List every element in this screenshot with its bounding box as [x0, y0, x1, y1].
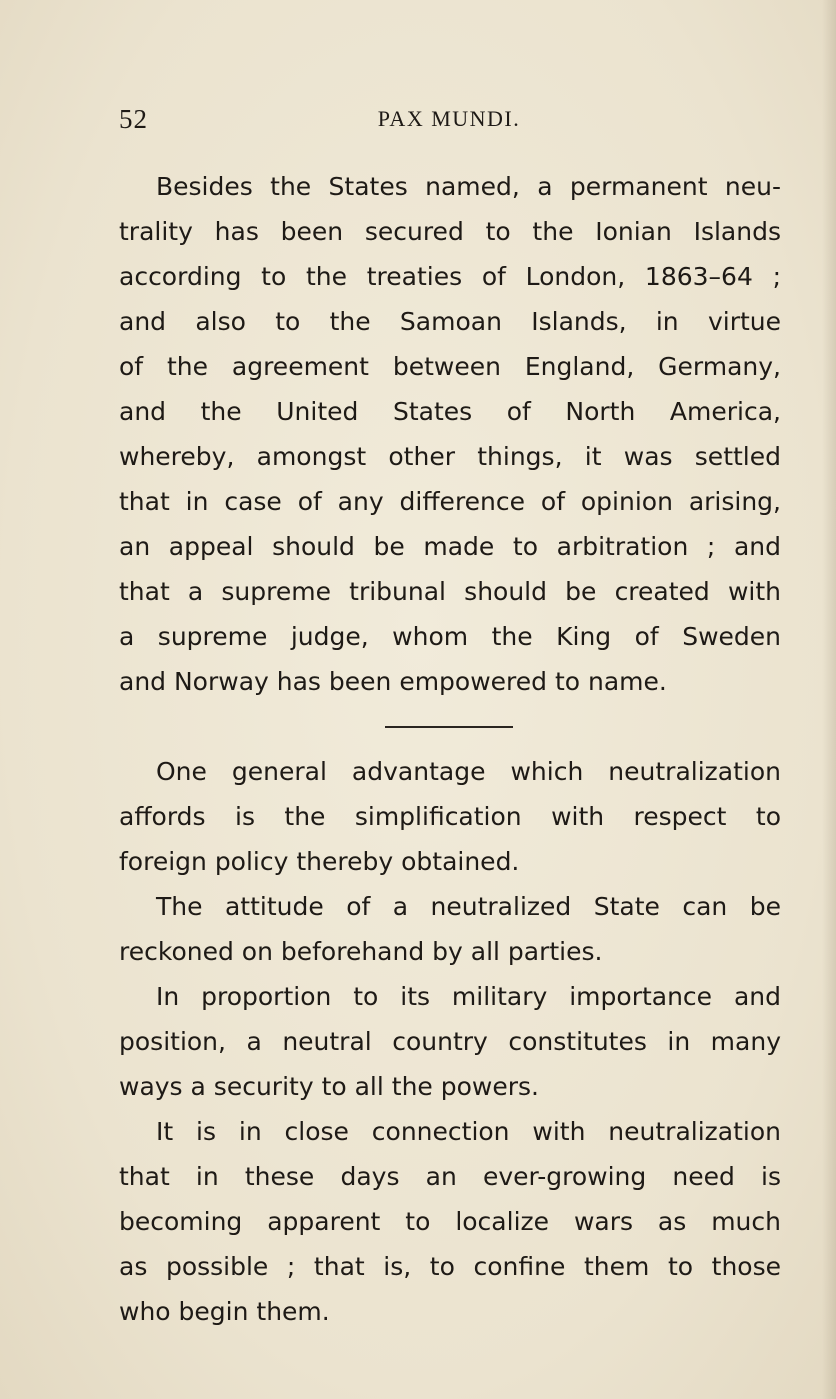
text-line: who begin them.	[119, 1297, 330, 1326]
text-line: becoming apparent to localize wars as much	[119, 1207, 781, 1236]
text-line: trality has been secured to the Ionian Islands	[119, 217, 781, 246]
text-line: and also to the Samoan Islands, in virtue	[119, 307, 781, 336]
page-header	[119, 104, 779, 140]
text-line: and the United States of North America,	[119, 397, 781, 426]
paragraph-1	[119, 164, 781, 704]
text-line: affords is the simplification with respect to	[119, 802, 781, 831]
text-line: that in these days an ever-growing need is	[119, 1162, 781, 1191]
text-line: ways a security to all the powers.	[119, 1072, 539, 1101]
horizontal-rule	[385, 726, 513, 728]
text-line: One general advantage which neutralization	[156, 757, 781, 786]
text-line: reckoned on beforehand by all parties.	[119, 937, 603, 966]
text-line: that in case of any difference of opinion arising,	[119, 487, 781, 516]
text-line: according to the treaties of London, 1863–64 ;	[119, 262, 781, 291]
text-line: as possible ; that is, to confine them to those	[119, 1252, 781, 1281]
running-title: PAX MUNDI.	[377, 106, 521, 131]
page-number: 52	[119, 104, 148, 134]
text-line: foreign policy thereby obtained.	[119, 847, 520, 876]
page-edge-shadow	[822, 0, 836, 1399]
paragraph-2	[119, 749, 781, 884]
text-line: a supreme judge, whom the King of Sweden	[119, 622, 781, 651]
text-line: In proportion to its military importance and	[156, 982, 781, 1011]
section-divider	[119, 704, 781, 749]
text-line: The attitude of a neutralized State can be	[156, 892, 781, 921]
text-line: Besides the States named, a permanent neu-	[156, 172, 781, 201]
body-text	[119, 164, 781, 1334]
paragraph-4	[119, 974, 781, 1109]
paragraph-5	[119, 1109, 781, 1334]
text-line: of the agreement between England, Germany,	[119, 352, 781, 381]
text-line: and Norway has been empowered to name.	[119, 667, 667, 696]
text-line: position, a neutral country constitutes in many	[119, 1027, 781, 1056]
text-line: It is in close connection with neutralization	[156, 1117, 781, 1146]
paragraph-3	[119, 884, 781, 974]
text-line: that a supreme tribunal should be created with	[119, 577, 781, 606]
text-line: an appeal should be made to arbitration ; and	[119, 532, 781, 561]
text-line: whereby, amongst other things, it was settled	[119, 442, 781, 471]
